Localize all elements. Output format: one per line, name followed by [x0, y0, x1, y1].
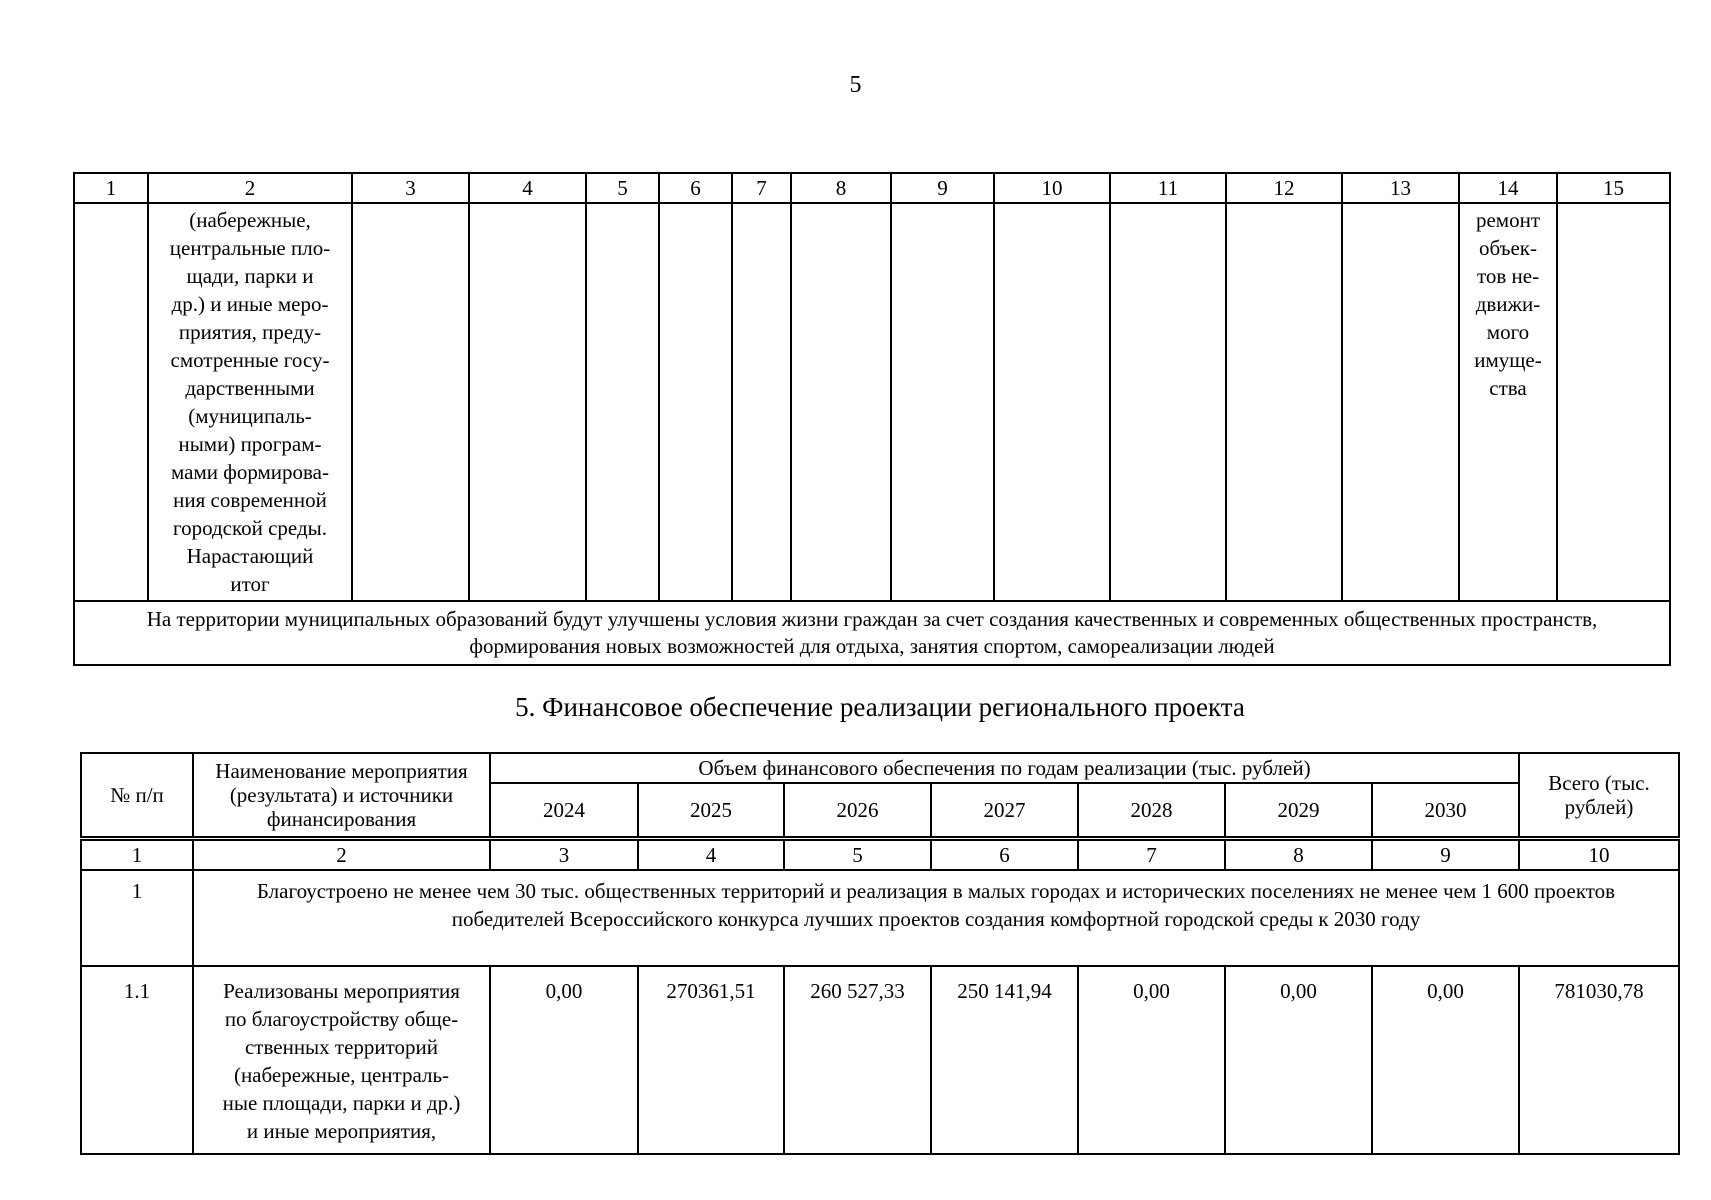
- column-number: 1: [81, 839, 193, 871]
- text-line: щади, парки и: [186, 264, 314, 288]
- text-line: др.) и иные меро-: [171, 292, 329, 316]
- text-line: движи-: [1475, 292, 1541, 316]
- empty-cell: [732, 203, 791, 601]
- column-number: 10: [994, 173, 1110, 203]
- text-line: смотренные госу-: [170, 348, 330, 372]
- table-row: [74, 203, 1670, 601]
- text-line: (муниципаль-: [188, 404, 312, 428]
- text-line: мого: [1486, 320, 1530, 344]
- text-line: (набережные,: [189, 208, 311, 232]
- column-number: 2: [148, 173, 352, 203]
- text-line: имуще-: [1474, 348, 1542, 372]
- empty-cell: [659, 203, 732, 601]
- empty-cell: [352, 203, 469, 601]
- value-cell: 250 141,94: [931, 966, 1078, 1154]
- text-line: ственных территорий: [244, 1035, 439, 1059]
- column-number: 14: [1459, 173, 1557, 203]
- empty-cell: [74, 203, 148, 601]
- text-line: дарственными: [185, 376, 315, 400]
- empty-cell: [791, 203, 891, 601]
- column-number: 9: [891, 173, 994, 203]
- measure-name-cell: [148, 203, 352, 601]
- header-row: [81, 753, 1679, 783]
- total-cell: 781030,78: [1519, 966, 1679, 1154]
- empty-cell: [1226, 203, 1342, 601]
- text-line: городской среды.: [172, 516, 328, 540]
- value-cell: 0,00: [1225, 966, 1372, 1154]
- text-line: Нарастающий: [186, 544, 314, 568]
- column-number-row: [74, 173, 1670, 203]
- row-num: 1.1: [81, 966, 193, 1154]
- header-num: № п/п: [81, 753, 193, 839]
- empty-cell: [1557, 203, 1670, 601]
- empty-cell: [1342, 203, 1459, 601]
- text-line: по благоустройству обще-: [224, 1007, 459, 1031]
- column-number: 10: [1519, 839, 1679, 871]
- empty-cell: [469, 203, 586, 601]
- text-line: итог: [230, 572, 270, 596]
- column-number: 5: [784, 839, 931, 871]
- column-number: 1: [74, 173, 148, 203]
- column-number: 11: [1110, 173, 1226, 203]
- text-line: тов не-: [1476, 264, 1540, 288]
- text-line: ния современной: [173, 488, 327, 512]
- text-line: приятия, преду-: [178, 320, 322, 344]
- year-cell: 2026: [784, 783, 931, 839]
- row-name: [193, 966, 490, 1154]
- column-number: 15: [1557, 173, 1670, 203]
- year-cell: 2025: [638, 783, 784, 839]
- column-number: 4: [638, 839, 784, 871]
- value-cell: 260 527,33: [784, 966, 931, 1154]
- year-cell: 2024: [490, 783, 638, 839]
- section-title: 5. Финансовое обеспечение реализации регионального проекта: [515, 692, 1245, 722]
- column-number: 5: [586, 173, 659, 203]
- result-row: [81, 870, 1679, 966]
- table-row: [81, 966, 1679, 1154]
- header-total: Всего (тыс. рублей): [1519, 753, 1679, 839]
- text-line: Реализованы мероприятия: [223, 979, 460, 1003]
- text-line: и иные мероприятия,: [246, 1119, 437, 1143]
- text-line: мами формирова-: [170, 460, 329, 484]
- text-line: объек-: [1478, 236, 1538, 260]
- text-line: ремонт: [1475, 208, 1541, 232]
- column-number: 7: [1078, 839, 1225, 871]
- value-cell: 270361,51: [638, 966, 784, 1154]
- work-type-cell: [1459, 203, 1557, 601]
- year-cell: 2028: [1078, 783, 1225, 839]
- column-number: 3: [352, 173, 469, 203]
- column-number: 3: [490, 839, 638, 871]
- value-cell: 0,00: [490, 966, 638, 1154]
- empty-cell: [586, 203, 659, 601]
- year-cell: 2029: [1225, 783, 1372, 839]
- text-line: ства: [1489, 376, 1527, 400]
- column-number: 6: [931, 839, 1078, 871]
- empty-cell: [891, 203, 994, 601]
- text-line: (набережные, централь-: [233, 1063, 450, 1087]
- column-number-row: [81, 839, 1679, 871]
- page-number: 5: [849, 72, 862, 98]
- column-number: 9: [1372, 839, 1519, 871]
- result-num: 1: [81, 870, 193, 966]
- text-line: ные площади, парки и др.): [222, 1091, 461, 1115]
- summary-row: [74, 601, 1670, 665]
- value-cell: 0,00: [1078, 966, 1225, 1154]
- column-number: 6: [659, 173, 732, 203]
- empty-cell: [1110, 203, 1226, 601]
- column-number: 12: [1226, 173, 1342, 203]
- text-line: ными) програм-: [178, 432, 322, 456]
- value-cell: 0,00: [1372, 966, 1519, 1154]
- year-cell: 2030: [1372, 783, 1519, 839]
- summary-text: На территории муниципальных образований будут улучшены условия жизни граждан за счет создания качественных и современных общественных пространств, формирования новых возможностей для отдыха, занятия спортом, самореализации людей: [74, 601, 1670, 665]
- financing-table: [80, 752, 1680, 1155]
- column-number: 13: [1342, 173, 1459, 203]
- column-number: 2: [193, 839, 490, 871]
- result-text: Благоустроено не менее чем 30 тыс. общественных территорий и реализация в малых городах и исторических поселениях не менее чем 1 600 проектов победителей Всероссийского конкурса лучших проектов создания комфортной городской среды к 2030 году: [193, 870, 1679, 966]
- column-number: 4: [469, 173, 586, 203]
- year-cell: 2027: [931, 783, 1078, 839]
- header-volume: Объем финансового обеспечения по годам реализации (тыс. рублей): [490, 753, 1519, 783]
- column-number: 8: [791, 173, 891, 203]
- empty-cell: [994, 203, 1110, 601]
- column-number: 8: [1225, 839, 1372, 871]
- header-name: Наименование мероприятия (результата) и источники финансирования: [193, 753, 490, 839]
- continuation-table: [73, 172, 1671, 666]
- column-number: 7: [732, 173, 791, 203]
- text-line: центральные пло-: [169, 236, 331, 260]
